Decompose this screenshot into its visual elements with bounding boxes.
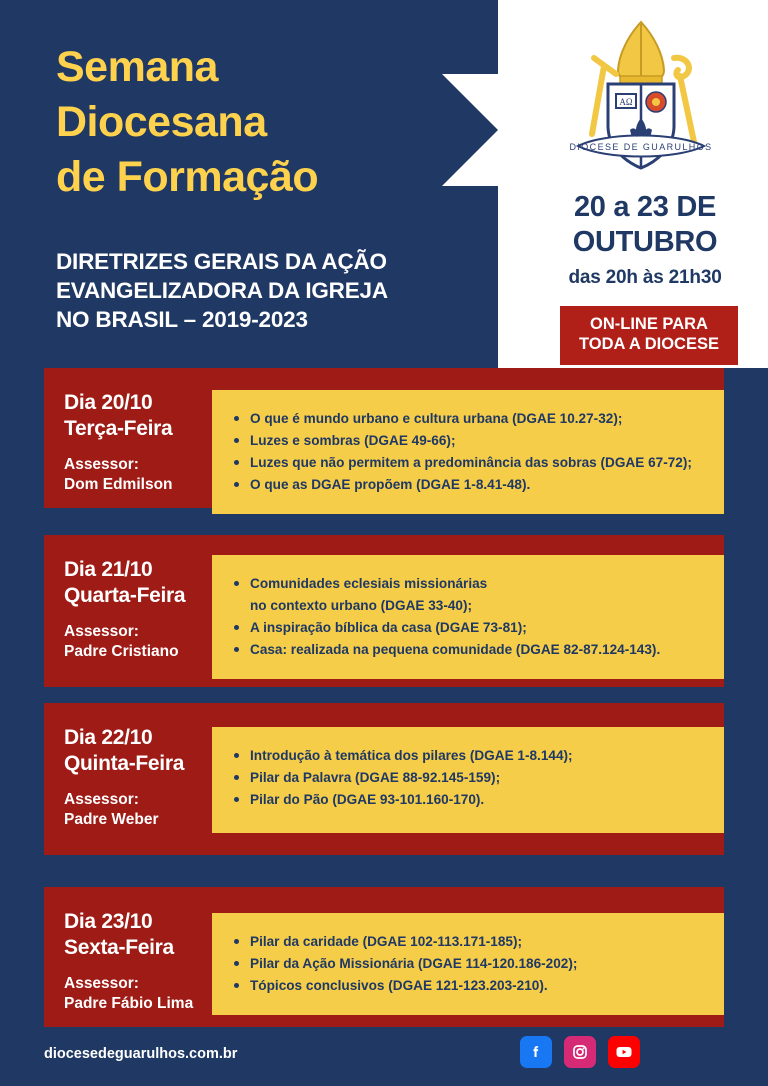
topic-list <box>234 931 708 997</box>
facebook-icon[interactable] <box>520 1036 552 1068</box>
topic-item: Pilar da Palavra (DGAE 88-92.145-159); <box>234 767 708 789</box>
row-day-weekday: Terça-Feira <box>64 416 173 440</box>
topic-item: Casa: realizada na pequena comunidade (DGAE 82-87.124-143). <box>234 639 708 661</box>
row-topics-panel <box>212 727 724 833</box>
topic-item: Pilar da caridade (DGAE 102-113.171-185); <box>234 931 708 953</box>
row-day-weekday: Quarta-Feira <box>64 583 186 607</box>
subtitle-line-2: EVANGELIZADORA DA IGREJA <box>56 277 388 303</box>
title-line-1: Semana <box>56 43 218 91</box>
status-badge <box>560 306 738 365</box>
row-assessor-name: Dom Edmilson <box>64 475 173 493</box>
row-day-date: Dia 23/10 <box>64 910 153 933</box>
row-day-weekday: Sexta-Feira <box>64 935 174 959</box>
row-assessor-label: Assessor: <box>64 456 139 474</box>
diocese-crest-icon <box>556 14 726 186</box>
row-assessor-name: Padre Weber <box>64 810 159 828</box>
website-link[interactable]: diocesedeguarulhos.com.br <box>44 1046 238 1062</box>
event-date <box>540 190 750 289</box>
title-line-3: de Formação <box>56 153 319 202</box>
row-day-date: Dia 21/10 <box>64 558 153 581</box>
topic-list <box>234 408 708 496</box>
date-line-2: OUTUBRO <box>572 226 718 259</box>
row-day-weekday: Quinta-Feira <box>64 751 185 775</box>
row-topics-panel <box>212 913 724 1015</box>
row-day-info <box>44 368 234 494</box>
topic-item: Luzes que não permitem a predominância das sobras (DGAE 67-72); <box>234 452 708 474</box>
svg-text:AΩ: AΩ <box>619 97 633 107</box>
subtitle-line-1: DIRETRIZES GERAIS DA AÇÃO <box>56 249 387 274</box>
topic-item: Tópicos conclusivos (DGAE 121-123.203-210). <box>234 975 708 997</box>
row-day-info <box>44 703 234 829</box>
row-topics-panel <box>212 390 724 514</box>
row-assessor-name: Padre Fábio Lima <box>64 994 194 1012</box>
row-day-date: Dia 20/10 <box>64 391 153 414</box>
topic-item: Luzes e sombras (DGAE 49-66); <box>234 430 708 452</box>
row-day-info <box>44 535 234 661</box>
subtitle-line-3: NO BRASIL – 2019-2023 <box>56 306 308 332</box>
date-line-1: 20 a 23 DE <box>573 191 717 223</box>
social-links <box>520 1036 640 1068</box>
svg-text:DIOCESE DE GUARULHOS: DIOCESE DE GUARULHOS <box>569 142 713 152</box>
row-topics-panel <box>212 555 724 679</box>
topic-item: Introdução à temática dos pilares (DGAE 1-8.144); <box>234 745 708 767</box>
row-assessor-label: Assessor: <box>64 791 139 809</box>
topic-item: Pilar do Pão (DGAE 93-101.160-170). <box>234 789 708 811</box>
arrow-notch-shape <box>442 74 498 186</box>
row-day-date: Dia 22/10 <box>64 726 153 749</box>
topic-item: O que as DGAE propõem (DGAE 1-8.41-48). <box>234 474 708 496</box>
event-time: das 20h às 21h30 <box>568 266 722 288</box>
row-day-info <box>44 887 234 1013</box>
subtitle <box>56 248 388 334</box>
youtube-icon[interactable] <box>608 1036 640 1068</box>
page-title <box>56 40 318 205</box>
topic-item: A inspiração bíblica da casa (DGAE 73-81); <box>234 617 708 639</box>
badge-line-2: TODA A DIOCESE <box>579 334 719 353</box>
row-assessor-label: Assessor: <box>64 623 139 641</box>
badge-line-1: ON-LINE PARA <box>590 315 708 333</box>
title-line-2: Diocesana <box>56 98 267 147</box>
topic-list <box>234 573 708 661</box>
topic-item: Comunidades eclesiais missionárias no contexto urbano (DGAE 33-40); <box>234 573 708 617</box>
instagram-icon[interactable] <box>564 1036 596 1068</box>
white-band-extension <box>498 0 540 368</box>
row-assessor-name: Padre Cristiano <box>64 642 179 660</box>
topic-item: Pilar da Ação Missionária (DGAE 114-120.186-202); <box>234 953 708 975</box>
topic-list <box>234 745 708 811</box>
topic-item: O que é mundo urbano e cultura urbana (DGAE 10.27-32); <box>234 408 708 430</box>
row-assessor-label: Assessor: <box>64 975 139 993</box>
